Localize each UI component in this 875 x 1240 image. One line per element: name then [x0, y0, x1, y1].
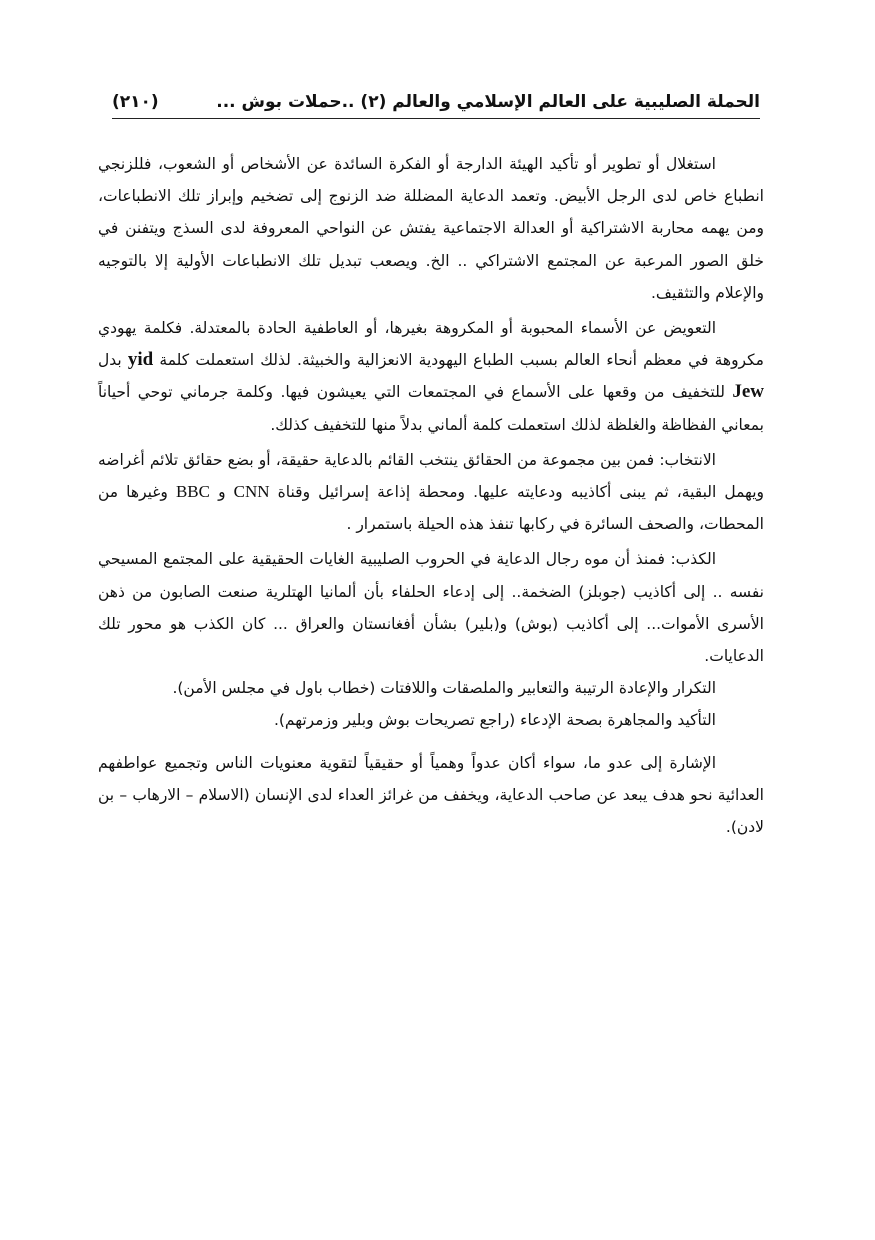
header-title: الحملة الصليبية على العالم الإسلامي والعالم (٢) ..حملات بوش ... [216, 92, 760, 112]
paragraph-enemy: الإشارة إلى عدو ما، سواء أكان عدواً وهمياً أو حقيقياً لتقوية معنويات الناس وتجميع عواطفهم العدائية نحو هدف يبعد عن صاحب الدعاية، ويخفف من غرائز العداء لدى الإنسان (الاسلام – الارهاب – بن لادن). [98, 753, 764, 837]
term-yid: yid [127, 349, 154, 371]
running-header [112, 88, 760, 116]
body-text [98, 148, 764, 843]
header-divider [112, 118, 760, 119]
paragraph-text: التعويض عن الأسماء المحبوبة أو المكروهة بغيرها، أو العاطفية الحادة بالمعتدلة. فكلمة يهودي مكروهة في معظم أنحاء العالم بسبب الطباع اليهودية الانعزالية والخبيثة. لذلك استعملت كلمة [98, 319, 764, 370]
paragraph-lying: الكذب: فمنذ أن موه رجال الدعاية في الحروب الصليبية الغايات الحقيقية على المجتمع المسيحي نفسه .. إلى أكاذيب (جوبلز) الضخمة.. إلى إدعاء الحلفاء بأن ألمانيا الهتلرية صنعت الصابون من ذهن الأسرى الأموات... إلى أكاذيب (بوش) و(بلير) بشأن أفغانستان والعراق ... كان الكذب هو محور تلك الدعايات. [98, 550, 764, 666]
term-cnn: CNN [233, 482, 270, 502]
paragraph-text: وغيرها من المحطات، والصحف السائرة في ركابها تنفذ هذه الحيلة باستمرار . [98, 483, 764, 534]
paragraph-text: و [218, 483, 226, 502]
paragraph-text: الانتخاب: فمن بين مجموعة من الحقائق ينتخب القائم بالدعاية حقيقة، أو بضع حقائق تلائم أغراضه ويهمل البقية، ثم يبنى أكاذيبه ودعايته عليها. ومحطة إذاعة إسرائيل وقناة [98, 450, 765, 502]
paragraph-text: للتخفيف من وقعها على الأسماع في المجتمعات التي يعيشون فيها. وكلمة جرماني توحي أحياناً بمعاني الفظاظة والغلظة لذلك استعملت كلمة ألماني بدلاً منها للتخفيف كذلك. [98, 383, 764, 434]
term-bbc: BBC [175, 482, 210, 502]
paragraph-repetition: التكرار والإعادة الرتيبة والتعابير والملصقات واللافتات (خطاب باول في مجلس الأمن). [172, 679, 716, 698]
page-number: (٢١٠) [112, 92, 159, 112]
paragraph-assertion: التأكيد والمجاهرة بصحة الإدعاء (راجع تصريحات بوش وبلير وزمرتهم). [273, 711, 716, 730]
paragraph-stereotypes: استغلال أو تطوير أو تأكيد الهيئة الدارجة أو الفكرة السائدة عن الأشخاص أو الشعوب، فللزنجي انطباع خاص لدى الرجل الأبيض. وتعمد الدعاية المضللة ضد الزنوج إلى تضخيم وإبراز تلك الانطباعات، ومن يهمه محاربة الاشتراكية أو العدالة الاجتماعية يفتش عن النواحي المعروفة لدى السذج ويتفنن في خلق الصور المرعبة عن المجتمع الاشتراكي .. الخ. ويصعب تبديل تلك الانطباعات الأولية إلا بالتوجيه والإعلام والتثقيف. [98, 155, 764, 302]
paragraph-selection [98, 444, 764, 541]
paragraph-text: بدل [98, 351, 122, 370]
paragraph-substitution [98, 312, 764, 441]
term-jew: Jew [732, 381, 764, 403]
